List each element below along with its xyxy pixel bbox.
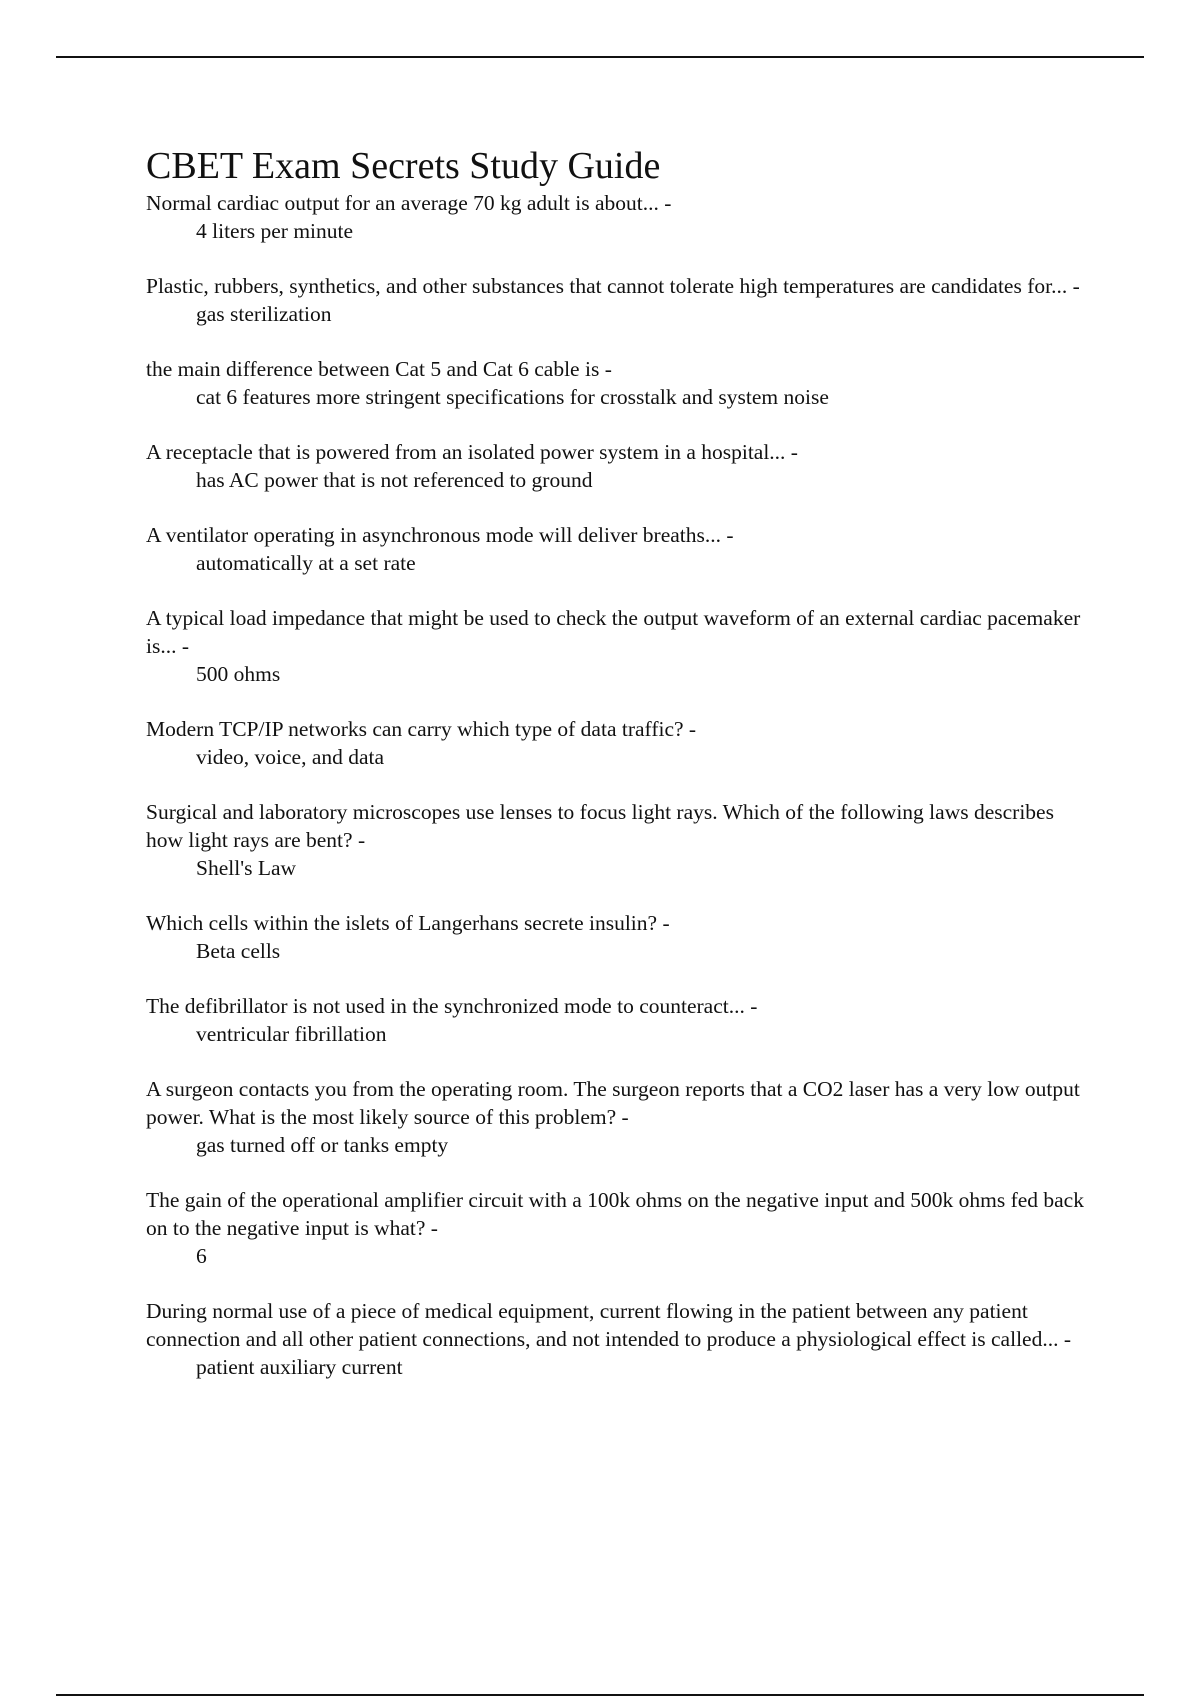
question-text: Plastic, rubbers, synthetics, and other substances that cannot tolerate high temperatures are candidates for... - xyxy=(146,274,1080,298)
qa-item xyxy=(146,798,1096,882)
answer-text: Beta cells xyxy=(196,939,281,963)
qa-item xyxy=(146,189,1096,245)
answer-text: cat 6 features more stringent specifications for crosstalk and system noise xyxy=(196,385,829,409)
answer-text: has AC power that is not referenced to ground xyxy=(196,468,593,492)
top-rule xyxy=(56,56,1144,58)
answer-text: video, voice, and data xyxy=(196,745,385,769)
question-text: Normal cardiac output for an average 70 kg adult is about... - xyxy=(146,191,672,215)
question-text: Surgical and laboratory microscopes use lenses to focus light rays. Which of the following laws describes how light rays are bent? - xyxy=(146,800,1054,852)
question-text: During normal use of a piece of medical equipment, current flowing in the patient between any patient connection and all other patient connections, and not intended to produce a physiological effect is called... - xyxy=(146,1299,1071,1351)
qa-item xyxy=(146,272,1096,328)
answer-text: Shell's Law xyxy=(196,856,297,880)
question-text: The gain of the operational amplifier circuit with a 100k ohms on the negative input and 500k ohms fed back on to the negative input is what? - xyxy=(146,1188,1084,1240)
qa-item xyxy=(146,438,1096,494)
answer-text: 4 liters per minute xyxy=(196,219,354,243)
qa-item xyxy=(146,1186,1096,1270)
answer-text: gas sterilization xyxy=(196,302,332,326)
answer-text: ventricular fibrillation xyxy=(196,1022,387,1046)
qa-item xyxy=(146,1075,1096,1159)
document-body xyxy=(146,143,1096,1408)
page-title: CBET Exam Secrets Study Guide xyxy=(146,145,661,187)
qa-item xyxy=(146,909,1096,965)
question-text: Modern TCP/IP networks can carry which type of data traffic? - xyxy=(146,717,697,741)
question-text: Which cells within the islets of Langerhans secrete insulin? - xyxy=(146,911,670,935)
qa-item xyxy=(146,992,1096,1048)
question-text: A surgeon contacts you from the operating room. The surgeon reports that a CO2 laser has a very low output power. What is the most likely source of this problem? - xyxy=(146,1077,1080,1129)
question-text: The defibrillator is not used in the synchronized mode to counteract... - xyxy=(146,994,758,1018)
qa-item xyxy=(146,521,1096,577)
bottom-rule xyxy=(56,1694,1144,1696)
qa-item xyxy=(146,715,1096,771)
answer-text: 6 xyxy=(196,1244,207,1268)
question-text: A ventilator operating in asynchronous mode will deliver breaths... - xyxy=(146,523,734,547)
question-text: A typical load impedance that might be used to check the output waveform of an external cardiac pacemaker is... - xyxy=(146,606,1081,658)
question-text: A receptacle that is powered from an isolated power system in a hospital... - xyxy=(146,440,798,464)
answer-text: 500 ohms xyxy=(196,662,281,686)
qa-item xyxy=(146,1297,1096,1381)
qa-item xyxy=(146,604,1096,688)
answer-text: patient auxiliary current xyxy=(196,1355,403,1379)
question-text: the main difference between Cat 5 and Cat 6 cable is - xyxy=(146,357,612,381)
answer-text: automatically at a set rate xyxy=(196,551,416,575)
answer-text: gas turned off or tanks empty xyxy=(196,1133,449,1157)
qa-item xyxy=(146,355,1096,411)
